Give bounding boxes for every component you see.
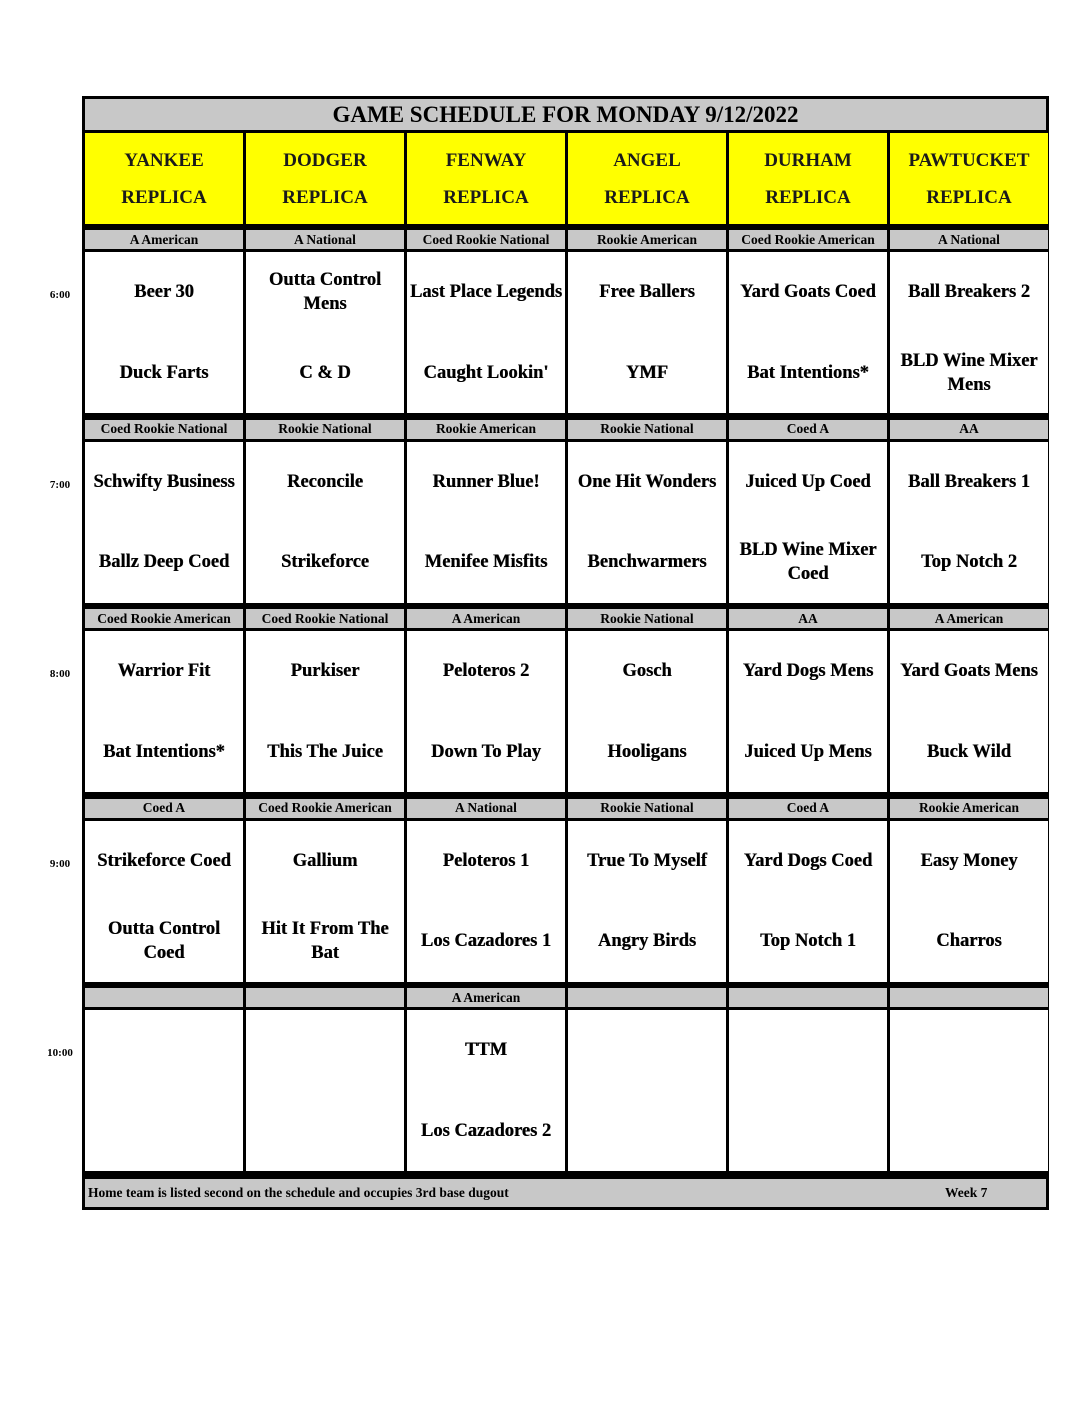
away-team: Ball Breakers 1 [908, 471, 1030, 492]
away-team: One Hit Wonders [577, 471, 717, 492]
away-team [323, 1010, 327, 1091]
away-team: TTM [464, 1040, 508, 1061]
field-subtitle: REPLICA [121, 186, 207, 208]
field-name: PAWTUCKET [908, 149, 1030, 171]
division-label: A American [85, 230, 243, 249]
division-label: Rookie National [246, 420, 404, 439]
away-team [967, 1010, 971, 1091]
field-subtitle: REPLICA [765, 186, 851, 208]
game-cell [246, 252, 404, 413]
away-team: Yard Goats Mens [900, 661, 1038, 682]
away-team: Gosch [622, 661, 672, 682]
game-cell [729, 631, 887, 792]
division-label: Rookie American [890, 799, 1048, 818]
home-team: Down To Play [430, 741, 541, 762]
away-team [645, 1010, 649, 1091]
field-header-dodger [246, 133, 404, 224]
away-team [162, 1010, 166, 1091]
away-team: Beer 30 [134, 282, 194, 303]
home-team: Los Cazadores 2 [420, 1120, 552, 1141]
home-team: Strikeforce [280, 552, 369, 573]
game-cell [729, 1010, 887, 1171]
game-cell [246, 442, 404, 603]
time-label: 8:00 [49, 668, 71, 680]
away-team: Strikeforce Coed [97, 850, 231, 871]
away-team: Yard Dogs Coed [743, 850, 873, 871]
division-label: Coed A [729, 420, 887, 439]
away-team: True To Myself [587, 850, 707, 871]
game-cell [246, 1010, 404, 1171]
time-label: 10:00 [47, 1047, 73, 1059]
field-header-fenway [407, 133, 565, 224]
home-team: Charros [936, 931, 1002, 952]
division-label: Coed Rookie National [407, 230, 565, 249]
division-label [890, 988, 1048, 1007]
division-label: Coed A [729, 799, 887, 818]
division-label: Coed Rookie American [729, 230, 887, 249]
away-team: Outta Control Mens [268, 270, 382, 315]
game-cell [568, 631, 726, 792]
away-team: Last Place Legends [409, 282, 563, 303]
away-team: Yard Goats Coed [740, 282, 876, 303]
home-team: Duck Farts [119, 362, 209, 383]
game-cell [85, 821, 243, 982]
game-cell [568, 821, 726, 982]
division-label: AA [729, 609, 887, 628]
division-row [85, 230, 1046, 249]
division-row [85, 988, 1046, 1007]
away-team: Easy Money [920, 850, 1018, 871]
away-team: Peloteros 1 [442, 850, 530, 871]
division-label: Coed Rookie American [246, 799, 404, 818]
away-team: Gallium [292, 850, 358, 871]
home-team: Menifee Misfits [424, 552, 548, 573]
division-label: A National [890, 230, 1048, 249]
field-name: DURHAM [764, 149, 852, 171]
game-cell [890, 252, 1048, 413]
game-cell [729, 442, 887, 603]
home-team: BLD Wine Mixer Mens [900, 350, 1038, 395]
game-cell [729, 821, 887, 982]
home-team: BLD Wine Mixer Coed [739, 540, 877, 585]
game-cell [246, 821, 404, 982]
division-label: Rookie American [407, 420, 565, 439]
time-label: 7:00 [49, 478, 71, 491]
game-cell [407, 821, 565, 982]
home-team: YMF [625, 362, 669, 383]
footer-note: Home team is listed second on the schedule and occupies 3rd base dugout [88, 1185, 509, 1200]
away-team [806, 1010, 810, 1091]
field-name: YANKEE [124, 149, 204, 171]
division-label: Rookie American [568, 230, 726, 249]
home-team: Caught Lookin' [423, 362, 549, 383]
game-cell [407, 1010, 565, 1171]
schedule-table [82, 96, 1049, 1210]
division-label: Coed Rookie American [85, 609, 243, 628]
home-team: Los Cazadores 1 [420, 931, 552, 952]
field-header-row [85, 133, 1046, 224]
home-team: This The Juice [267, 741, 383, 762]
field-subtitle: REPLICA [926, 186, 1012, 208]
time-label: 9:00 [49, 857, 71, 870]
game-cell [890, 631, 1048, 792]
game-cell [85, 631, 243, 792]
away-team: Juiced Up Coed [745, 471, 871, 492]
game-cell [568, 1010, 726, 1171]
division-label: Coed Rookie National [246, 609, 404, 628]
home-team: Ballz Deep Coed [98, 552, 230, 573]
division-label: A American [407, 609, 565, 628]
away-team: Schwifty Business [93, 471, 235, 492]
home-team: Bat Intentions* [103, 741, 225, 762]
game-row [85, 252, 1046, 413]
division-row [85, 420, 1046, 439]
game-cell [246, 631, 404, 792]
division-label: A American [890, 609, 1048, 628]
field-subtitle: REPLICA [604, 186, 690, 208]
field-name: DODGER [283, 149, 367, 171]
division-row [85, 799, 1046, 818]
field-header-durham [729, 133, 887, 224]
field-header-angel [568, 133, 726, 224]
away-team: Runner Blue! [432, 471, 540, 492]
division-label: Rookie National [568, 609, 726, 628]
home-team: C & D [299, 362, 351, 383]
field-name: ANGEL [613, 149, 681, 171]
field-name: FENWAY [445, 149, 527, 171]
home-team [806, 1091, 810, 1172]
home-team: Top Notch 1 [760, 931, 856, 952]
game-row [85, 821, 1046, 982]
home-team [645, 1091, 649, 1172]
away-team: Free Ballers [599, 282, 695, 303]
away-team: Reconcile [286, 471, 364, 492]
week-label: Week 7 [945, 1185, 988, 1200]
game-cell [85, 252, 243, 413]
game-cell [85, 442, 243, 603]
home-team [162, 1091, 166, 1172]
home-team [323, 1091, 327, 1172]
game-cell [890, 442, 1048, 603]
field-subtitle: REPLICA [282, 186, 368, 208]
game-cell [407, 442, 565, 603]
game-cell [407, 252, 565, 413]
home-team: Bat Intentions* [747, 362, 869, 383]
home-team: Angry Birds [597, 931, 697, 952]
game-row [85, 442, 1046, 603]
division-label [568, 988, 726, 1007]
division-label: A American [407, 988, 565, 1007]
division-label: Coed A [85, 799, 243, 818]
away-team: Yard Dogs Mens [742, 661, 874, 682]
game-cell [568, 442, 726, 603]
game-cell [729, 252, 887, 413]
home-team [967, 1091, 971, 1172]
game-cell [890, 821, 1048, 982]
game-cell [85, 1010, 243, 1171]
division-label: AA [890, 420, 1048, 439]
game-row [85, 631, 1046, 792]
away-team: Ball Breakers 2 [908, 282, 1030, 303]
division-label: Coed Rookie National [85, 420, 243, 439]
footer-row [85, 1179, 1046, 1207]
division-label: A National [407, 799, 565, 818]
home-team: Top Notch 2 [921, 552, 1017, 573]
division-label: Rookie National [568, 799, 726, 818]
home-team: Hit It From The Bat [261, 919, 389, 964]
division-label [246, 988, 404, 1007]
game-cell [407, 631, 565, 792]
home-team: Juiced Up Mens [744, 741, 872, 762]
away-team: Purkiser [290, 661, 360, 682]
home-team: Buck Wild [926, 741, 1012, 762]
home-team: Hooligans [607, 741, 687, 762]
field-header-pawtucket [890, 133, 1048, 224]
home-team: Outta Control Coed [107, 919, 221, 964]
game-cell [890, 1010, 1048, 1171]
time-label: 6:00 [49, 289, 71, 301]
division-label: Rookie National [568, 420, 726, 439]
away-team: Peloteros 2 [442, 661, 530, 682]
footer [85, 1179, 1046, 1207]
title-row [85, 99, 1046, 130]
away-team: Warrior Fit [117, 661, 211, 682]
division-label: A National [246, 230, 404, 249]
field-header-yankee [85, 133, 243, 224]
game-cell [568, 252, 726, 413]
game-row [85, 1010, 1046, 1171]
page-title: GAME SCHEDULE FOR MONDAY 9/12/2022 [332, 101, 799, 127]
division-row [85, 609, 1046, 628]
division-label [85, 988, 243, 1007]
home-team: Benchwarmers [587, 552, 707, 573]
field-subtitle: REPLICA [443, 186, 529, 208]
division-label [729, 988, 887, 1007]
